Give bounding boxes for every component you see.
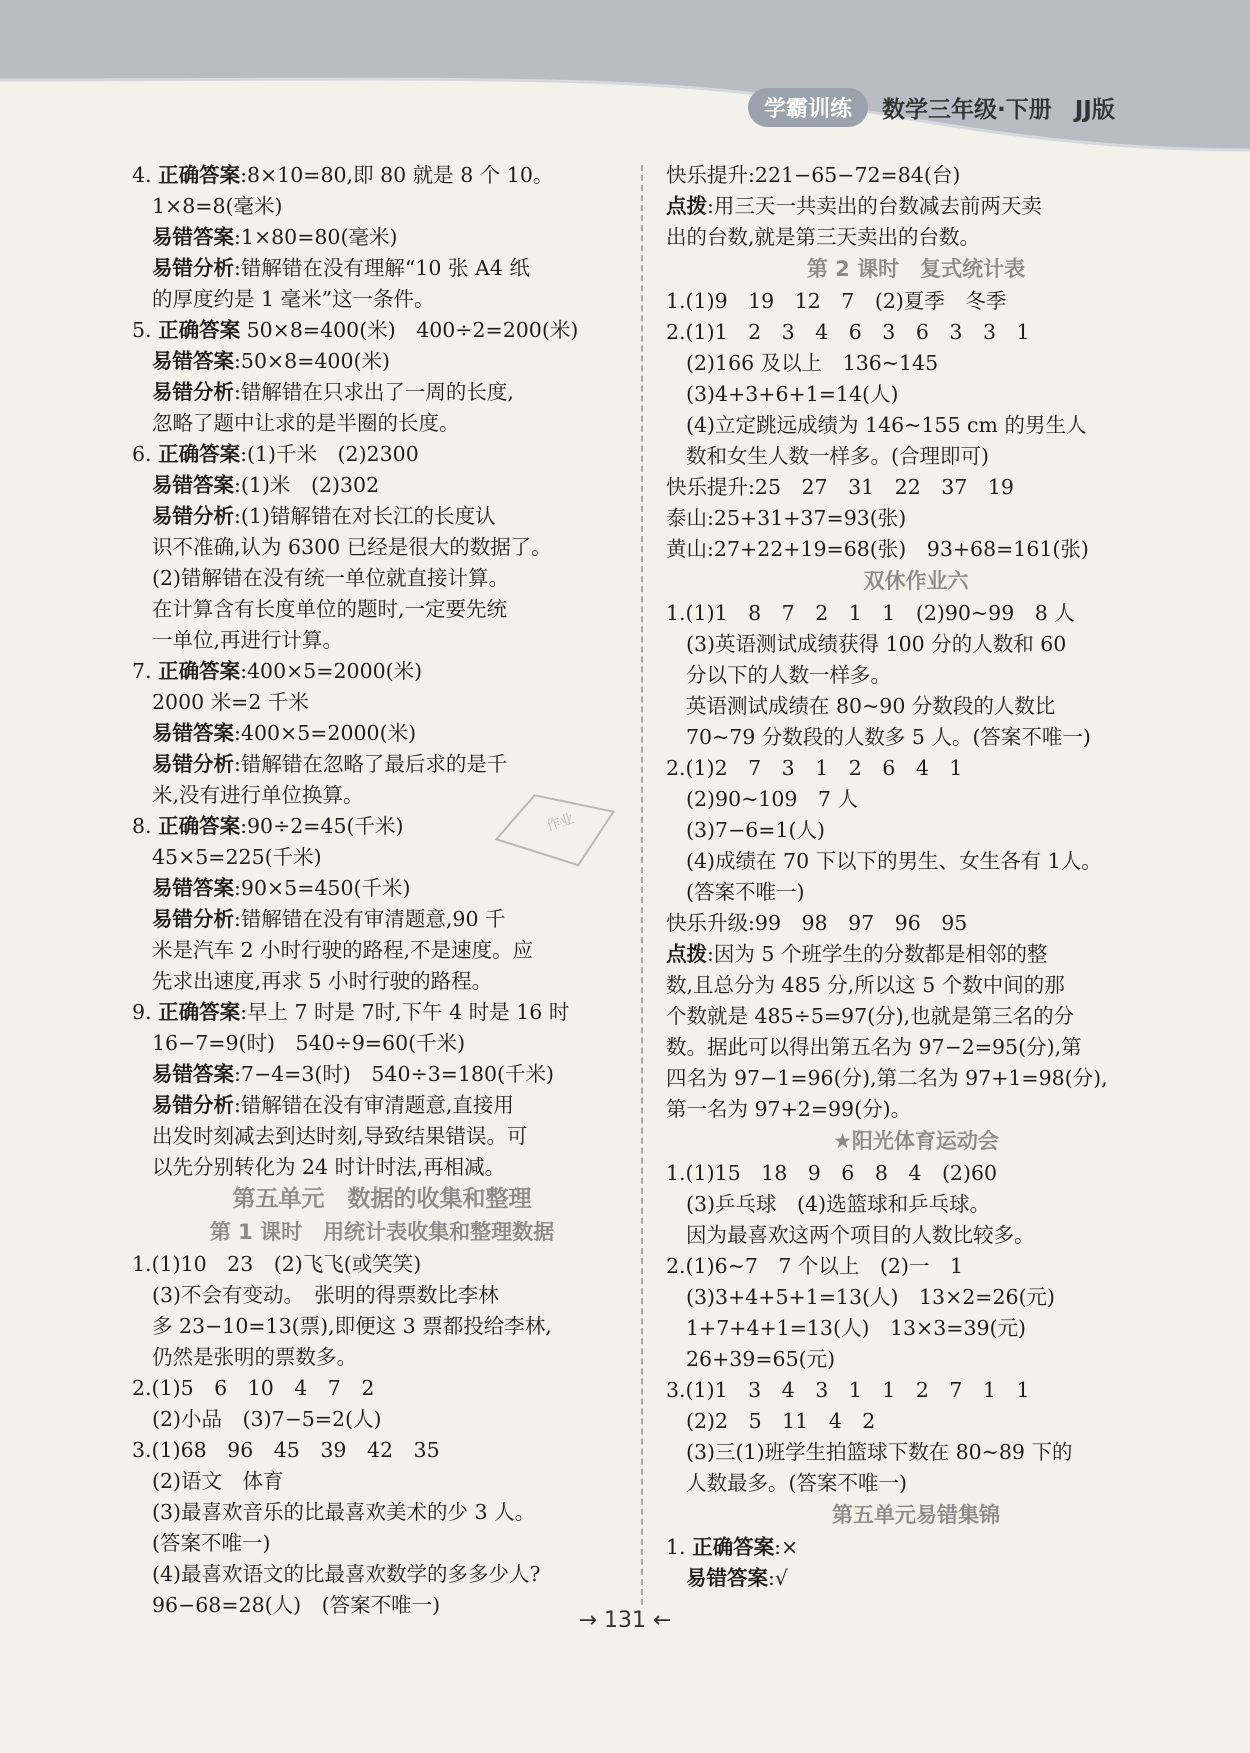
- answer-label: 易错分析: [152, 1093, 234, 1117]
- answer-label: 易错答案: [152, 1062, 234, 1086]
- answer-line: 易错分析:错解错在忽略了最后求的是千: [152, 752, 508, 776]
- answer-line: 泰山:25+31+37=93(张): [666, 506, 907, 530]
- section-heading: ★阳光体育运动会: [833, 1129, 999, 1153]
- answer-line: (2)2 5 11 4 2: [686, 1409, 876, 1433]
- answer-line: (3)不会有变动。 张明的得票数比李林: [152, 1283, 499, 1307]
- answer-line: 黄山:27+22+19=68(张) 93+68=161(张): [666, 537, 1089, 561]
- answer-line: 1+7+4+1=13(人) 13×3=39(元): [686, 1316, 1027, 1340]
- section-heading: 第五单元易错集锦: [832, 1503, 1000, 1527]
- right-column: [666, 160, 1166, 1594]
- answer-line: (2)小品 (3)7−5=2(人): [152, 1407, 382, 1431]
- answer-label: 正确答案: [158, 659, 241, 683]
- answer-line: 点拨:用三天一共卖出的台数减去前两天卖: [666, 194, 1042, 218]
- answer-line: (3)英语测试成绩获得 100 分的人数和 60: [686, 632, 1067, 656]
- answer-label: 正确答案: [158, 442, 241, 466]
- answer-label: 易错答案: [686, 1566, 768, 1590]
- answer-line: (4)最喜欢语文的比最喜欢数学的多多少人?: [152, 1562, 541, 1586]
- arrow-right-icon: ←: [646, 1608, 672, 1633]
- answer-line: 3.(1)1 3 4 3 1 1 2 7 1 1: [666, 1378, 1030, 1402]
- answer-line: 点拨:因为 5 个班学生的分数都是相邻的整: [666, 942, 1048, 966]
- answer-line: (2)90~109 7 人: [686, 787, 858, 811]
- answer-line: 识不准确,认为 6300 已经是很大的数据了。: [152, 535, 552, 559]
- answer-line: 多 23−10=13(票),即便这 3 票都投给李林,: [152, 1314, 552, 1338]
- answer-line: 英语测试成绩在 80~90 分数段的人数比: [686, 694, 1056, 718]
- answer-line: 1×8=8(毫米): [152, 194, 283, 218]
- answer-line: 1.(1)15 18 9 6 8 4 (2)60: [666, 1161, 998, 1185]
- section-heading: 第 2 课时 复式统计表: [806, 257, 1026, 281]
- answer-line: 70~79 分数段的人数多 5 人。(答案不唯一): [686, 725, 1091, 749]
- answer-line: 易错分析:错解错在没有理解“10 张 A4 纸: [152, 256, 530, 280]
- answer-line: 米,没有进行单位换算。: [152, 783, 364, 807]
- answer-line: 1.(1)10 23 (2)飞飞(或笑笑): [132, 1252, 422, 1276]
- answer-line: 3.(1)68 96 45 39 42 35: [132, 1438, 440, 1462]
- answer-label: 易错答案: [152, 876, 234, 900]
- watermark-stamp-icon: [478, 780, 638, 890]
- answer-line: (3)最喜欢音乐的比最喜欢美术的少 3 人。: [152, 1500, 536, 1524]
- answer-line: 16−7=9(时) 540÷9=60(千米): [152, 1031, 466, 1055]
- svg-text:作业: 作业: [544, 810, 577, 835]
- section-heading: 双休作业六: [863, 569, 969, 593]
- section-heading: 第五单元 数据的收集和整理: [232, 1186, 532, 1212]
- answer-line: (答案不唯一): [686, 880, 805, 904]
- answer-line: 易错分析:错解错在没有审清题意,直接用: [152, 1093, 514, 1117]
- answer-line: 出发时刻减去到达时刻,导致结果错误。可: [152, 1124, 528, 1148]
- answer-line: 6. 正确答案:(1)千米 (2)2300: [132, 442, 419, 466]
- answer-line: 忽略了题中让求的是半圈的长度。: [152, 411, 460, 435]
- page-number: → 131 ←: [578, 1608, 672, 1633]
- answer-line: (2)语文 体育: [152, 1469, 284, 1493]
- header-brand: [748, 88, 1115, 127]
- answer-line: 1.(1)1 8 7 2 1 1 (2)90~99 8 人: [666, 601, 1075, 625]
- left-column: [132, 160, 632, 1621]
- answer-line: 出的台数,就是第三天卖出的台数。: [666, 225, 981, 249]
- answer-line: 因为最喜欢这两个项目的人数比较多。: [686, 1223, 1035, 1247]
- answer-label: 易错分析: [152, 380, 234, 404]
- answer-line: 的厚度约是 1 毫米”这一条件。: [152, 287, 435, 311]
- answer-line: 在计算含有长度单位的题时,一定要先统: [152, 597, 508, 621]
- answer-line: 数和女生人数一样多。(合理即可): [686, 444, 989, 468]
- answer-line: 人数最多。(答案不唯一): [686, 1471, 907, 1495]
- answer-line: 数,且总分为 485 分,所以这 5 个数中间的那: [666, 973, 1065, 997]
- answer-line: (2)166 及以上 136~145: [686, 351, 939, 375]
- answer-line: 分以下的人数一样多。: [686, 663, 891, 687]
- answer-label: 易错分析: [152, 256, 234, 280]
- answer-line: (3)三(1)班学生拍篮球下数在 80~89 下的: [686, 1440, 1073, 1464]
- answer-line: (3)乒乓球 (4)选篮球和乒乓球。: [686, 1192, 991, 1216]
- answer-line: 易错答案:50×8=400(米): [152, 349, 391, 373]
- answer-line: 易错分析:错解错在只求出了一周的长度,: [152, 380, 514, 404]
- answer-line: 2.(1)2 7 3 1 2 6 4 1: [666, 756, 963, 780]
- answer-line: 仍然是张明的票数多。: [152, 1345, 357, 1369]
- answer-label: 易错答案: [152, 473, 234, 497]
- answer-line: 26+39=65(元): [686, 1347, 836, 1371]
- column-divider: [641, 165, 643, 1605]
- answer-line: 5. 正确答案 50×8=400(米) 400÷2=200(米): [132, 318, 579, 342]
- answer-label: 易错答案: [152, 721, 234, 745]
- book-title: 数学三年级·下册 JJ版: [882, 97, 1115, 123]
- answer-label: 易错答案: [152, 349, 234, 373]
- answer-line: 96−68=28(人) (答案不唯一): [152, 1593, 441, 1617]
- answer-line: 快乐提升:25 27 31 22 37 19: [666, 475, 1014, 499]
- answer-line: 快乐提升:221−65−72=84(台): [666, 163, 961, 187]
- answer-label: 正确答案: [158, 318, 241, 342]
- answer-line: (3)4+3+6+1=14(人): [686, 382, 899, 406]
- answer-line: (2)错解错在没有统一单位就直接计算。: [152, 566, 510, 590]
- answer-label: 正确答案: [692, 1535, 775, 1559]
- answer-label: 易错答案: [152, 225, 234, 249]
- answer-line: 2.(1)6~7 7 个以上 (2)一 1: [666, 1254, 963, 1278]
- brand-badge: 学霸训练: [748, 88, 868, 127]
- answer-line: 快乐升级:99 98 97 96 95: [666, 911, 968, 935]
- answer-line: 2.(1)1 2 3 4 6 3 6 3 3 1: [666, 320, 1030, 344]
- answer-line: (4)立定跳远成绩为 146~155 cm 的男生人: [686, 413, 1087, 437]
- answer-line: 四名为 97−1=96(分),第二名为 97+1=98(分),: [666, 1066, 1108, 1090]
- answer-line: 数。据此可以得出第五名为 97−2=95(分),第: [666, 1035, 1082, 1059]
- answer-label: 正确答案: [158, 163, 241, 187]
- arrow-left-icon: →: [578, 1608, 604, 1633]
- answer-line: 以先分别转化为 24 时计时法,再相减。: [152, 1155, 506, 1179]
- answer-line: 7. 正确答案:400×5=2000(米): [132, 659, 423, 683]
- answer-line: 易错答案:400×5=2000(米): [152, 721, 417, 745]
- answer-line: 2.(1)5 6 10 4 7 2: [132, 1376, 375, 1400]
- answer-line: 米是汽车 2 小时行驶的路程,不是速度。应: [152, 938, 534, 962]
- answer-label: 正确答案: [158, 1000, 241, 1024]
- answer-line: 易错答案:√: [686, 1566, 788, 1590]
- answer-line: 易错答案:1×80=80(毫米): [152, 225, 398, 249]
- answer-line: (答案不唯一): [152, 1531, 271, 1555]
- answer-line: 易错分析:(1)错解错在对长江的长度认: [152, 504, 496, 528]
- answer-line: (4)成绩在 70 下以下的男生、女生各有 1人。: [686, 849, 1102, 873]
- answer-line: 8. 正确答案:90÷2=45(千米): [132, 814, 404, 838]
- answer-line: 易错答案:90×5=450(千米): [152, 876, 411, 900]
- answer-line: 45×5=225(千米): [152, 845, 322, 869]
- answer-line: 9. 正确答案:早上 7 时是 7时,下午 4 时是 16 时: [132, 1000, 570, 1024]
- answer-label: 正确答案: [158, 814, 241, 838]
- answer-line: 易错答案:(1)米 (2)302: [152, 473, 380, 497]
- answer-label: 点拨: [666, 194, 707, 218]
- answer-line: 个数就是 485÷5=97(分),也就是第三名的分: [666, 1004, 1075, 1028]
- answer-line: 4. 正确答案:8×10=80,即 80 就是 8 个 10。: [132, 163, 554, 187]
- answer-label: 易错分析: [152, 907, 234, 931]
- answer-line: 先求出速度,再求 5 小时行驶的路程。: [152, 969, 493, 993]
- answer-line: 2000 米=2 千米: [152, 690, 309, 714]
- answer-label: 点拨: [666, 942, 707, 966]
- answer-label: 易错分析: [152, 752, 234, 776]
- answer-line: (3)7−6=1(人): [686, 818, 826, 842]
- answer-line: 一单位,再进行计算。: [152, 628, 344, 652]
- answer-line: 第一名为 97+2=99(分)。: [666, 1097, 912, 1121]
- answer-line: (3)3+4+5+1=13(人) 13×2=26(元): [686, 1285, 1056, 1309]
- answer-line: 1.(1)9 19 12 7 (2)夏季 冬季: [666, 289, 1007, 313]
- answer-line: 易错答案:7−4=3(时) 540÷3=180(千米): [152, 1062, 555, 1086]
- answer-line: 1. 正确答案:×: [666, 1535, 799, 1559]
- answer-line: 易错分析:错解错在没有审清题意,90 千: [152, 907, 506, 931]
- answer-label: 易错分析: [152, 504, 234, 528]
- section-heading: 第 1 课时 用统计表收集和整理数据: [209, 1220, 555, 1244]
